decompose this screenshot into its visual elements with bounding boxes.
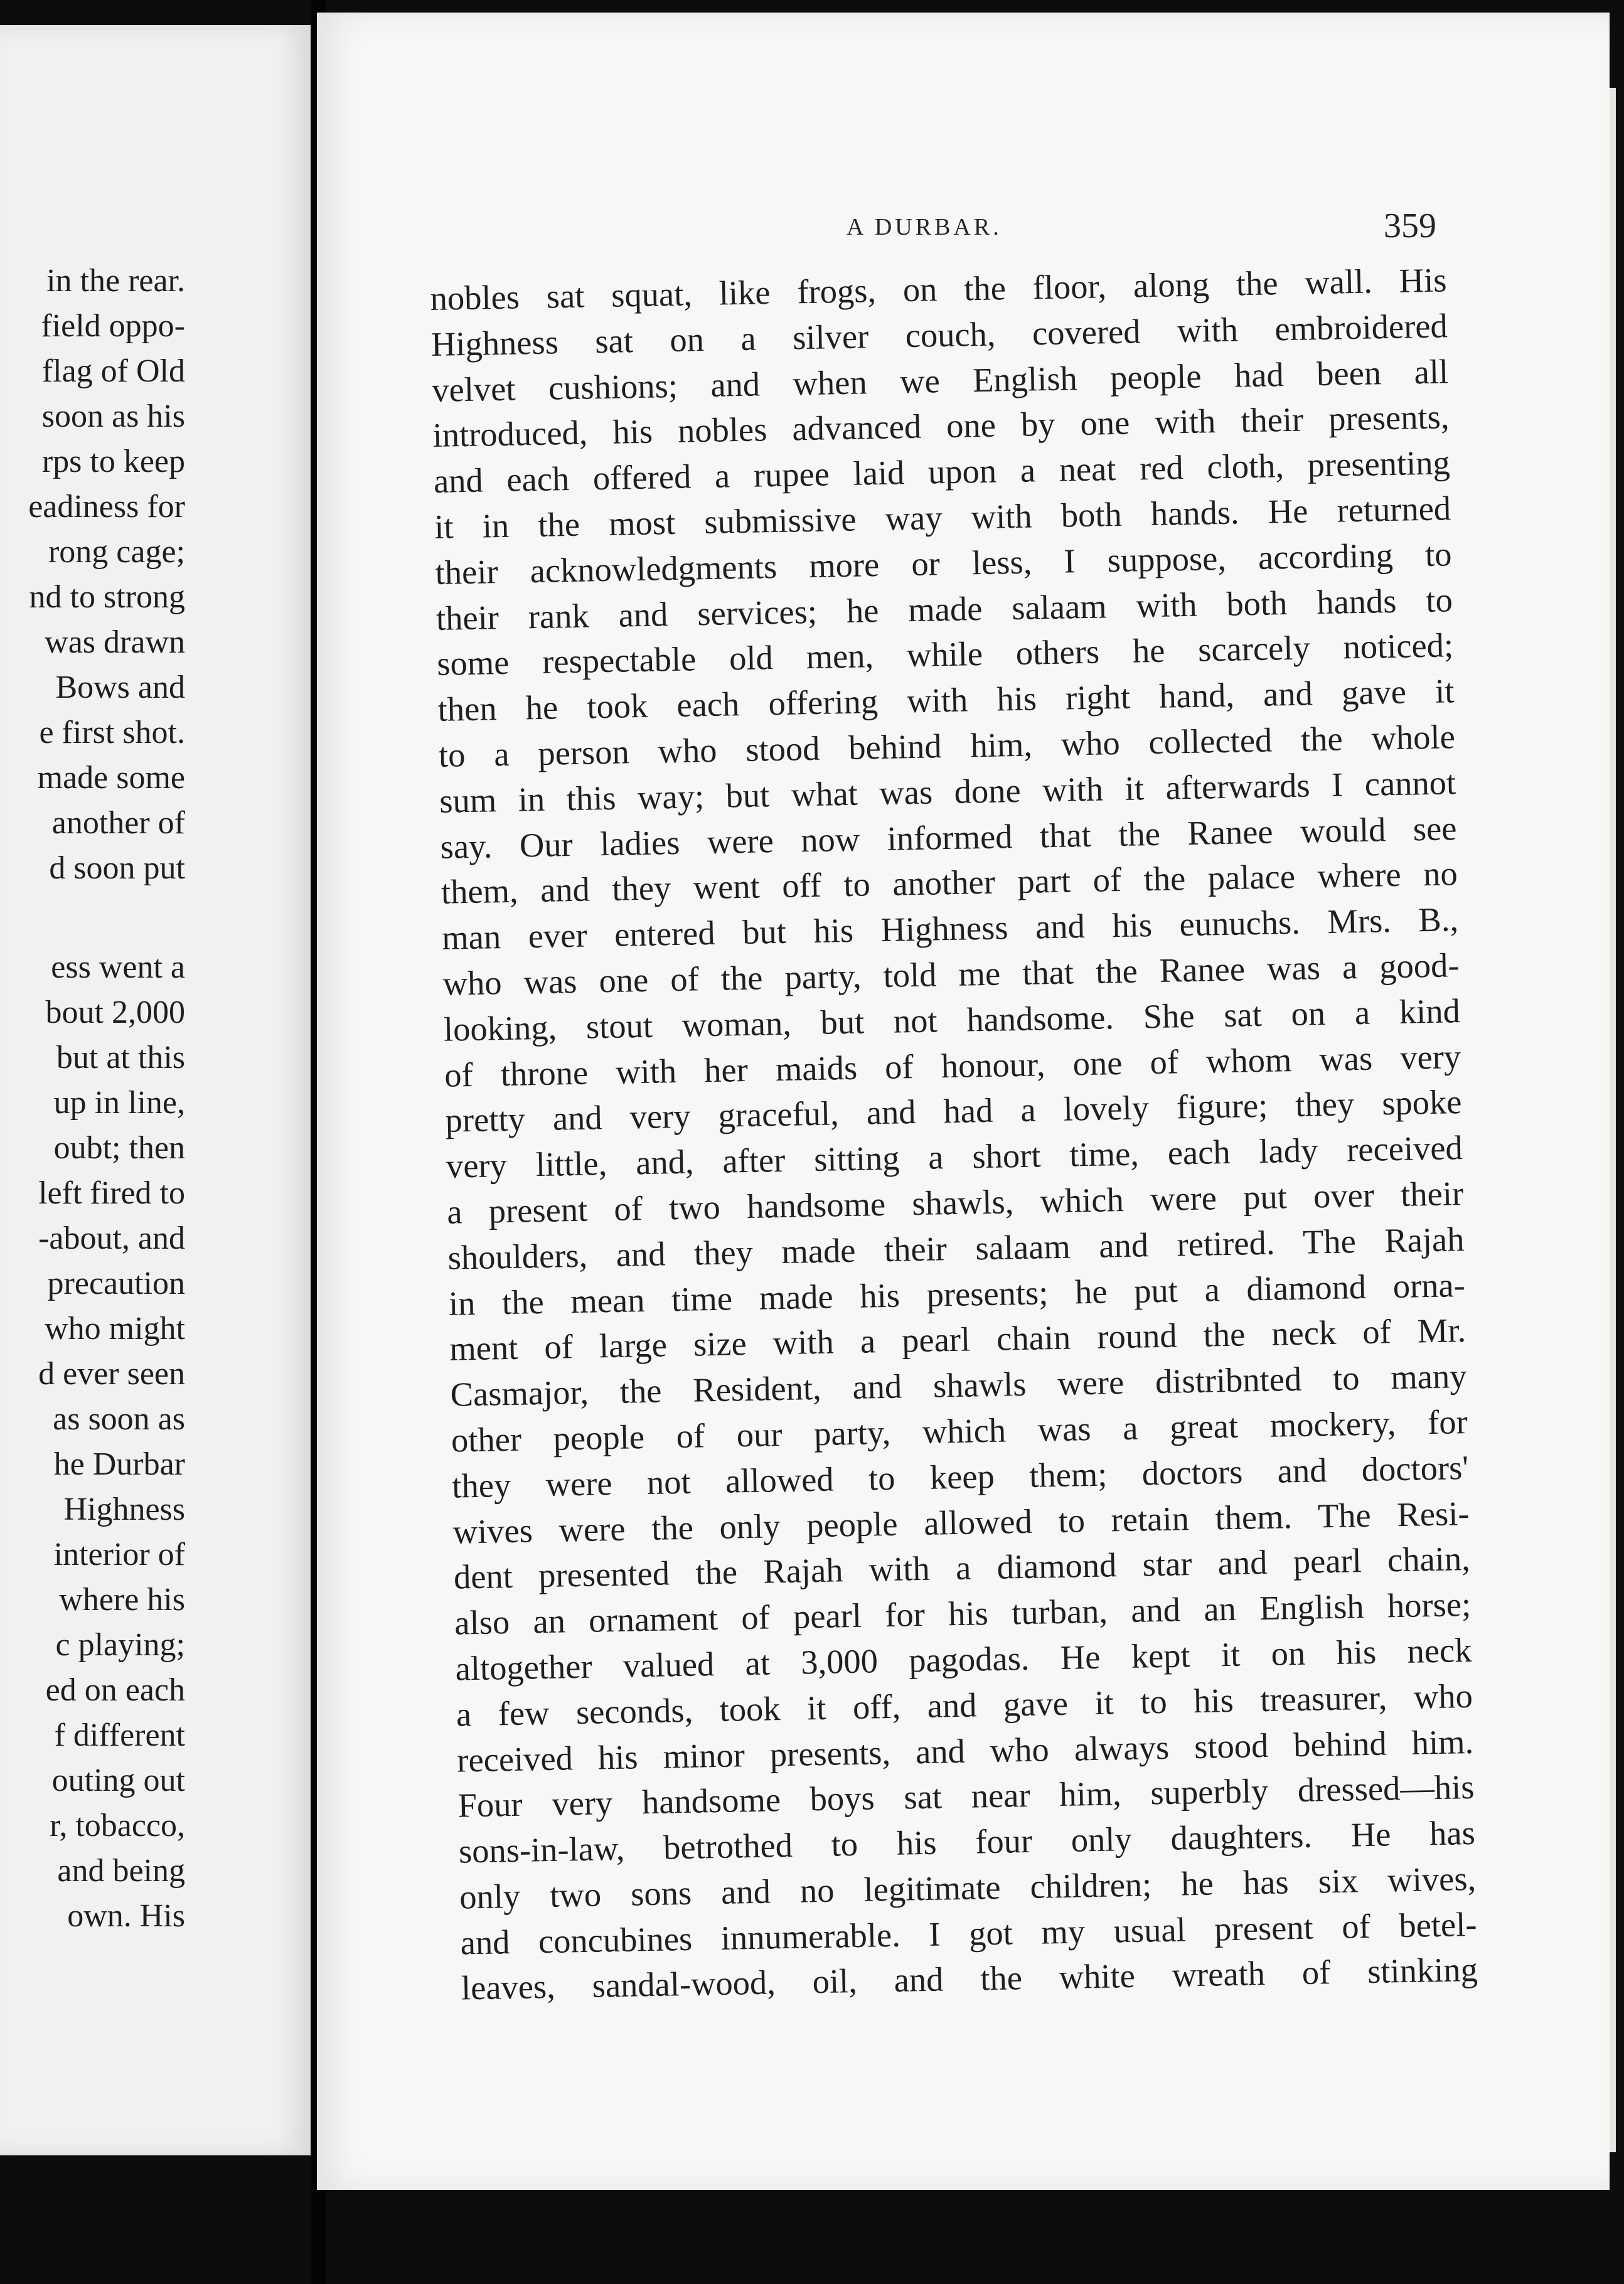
left-line: in the rear. xyxy=(46,263,185,299)
text-line: a few seconds, took it off, and gave it to his treasurer, who xyxy=(456,1676,1473,1734)
left-line: oubt; then xyxy=(53,1130,185,1166)
left-line: outing out xyxy=(51,1763,185,1798)
left-line: rong cage; xyxy=(48,534,185,570)
text-line: some respectable old men, while others he scarcely noticed; xyxy=(436,626,1454,683)
left-line: c playing; xyxy=(55,1627,185,1663)
text-line: altogether valued at 3,000 pagodas. He kept it on his neck xyxy=(455,1630,1472,1688)
text-line: looking, stout woman, but not handsome. She sat on a kind xyxy=(443,991,1461,1049)
text-line: velvet cushions; and when we English people had been all xyxy=(431,351,1449,409)
text-line: wives were the only people allowed to retain them. The Resi- xyxy=(452,1493,1470,1551)
left-line: own. His xyxy=(67,1898,185,1934)
left-line: rps to keep xyxy=(41,444,185,479)
text-line: introduced, his nobles advanced one by one with their presents, xyxy=(432,397,1450,455)
text-line: of throne with her maids of honour, one of whom was very xyxy=(444,1037,1461,1094)
left-line: and being xyxy=(57,1853,185,1889)
left-line: Highness xyxy=(63,1492,185,1527)
page-number: 359 xyxy=(1384,206,1436,245)
text-line: sons-in-law, betrothed to his four only daughters. He has xyxy=(458,1813,1476,1870)
left-line: was drawn xyxy=(45,624,185,660)
left-line: as soon as xyxy=(53,1401,185,1437)
text-line: Four very handsome boys sat near him, superbly dressed—his xyxy=(457,1768,1475,1825)
text-line: dent presented the Rajah with a diamond star and pearl chain, xyxy=(453,1539,1471,1596)
text-line: a present of two handsome shawls, which were put over their xyxy=(446,1174,1464,1231)
text-line: and concubines innumerable. I got my usual present of betel- xyxy=(460,1904,1477,1962)
text-line: nobles sat squat, like frogs, on the floor, along the wall. His xyxy=(430,260,1447,318)
left-line: another of xyxy=(51,805,185,841)
text-line: them, and they went off to another part of the palace where no xyxy=(441,854,1458,912)
left-line: left fired to xyxy=(38,1175,185,1211)
text-line: very little, and, after sitting a short time, each lady received xyxy=(446,1128,1463,1185)
left-line: he Durbar xyxy=(53,1446,185,1482)
text-line: ment of large size with a pearl chain round the neck of Mr. xyxy=(449,1311,1466,1369)
text-line: Casmajor, the Resident, and shawls were distribnted to many xyxy=(450,1357,1467,1414)
text-line: received his minor presents, and who always stood behind him. xyxy=(456,1722,1474,1780)
running-head: A DURBAR. xyxy=(847,214,1002,240)
text-line: pretty and very graceful, and had a lovely figure; they spoke xyxy=(445,1082,1462,1140)
text-line: say. Our ladies were now informed that the Ranee would see xyxy=(440,808,1457,866)
left-line: e first shot. xyxy=(39,715,185,750)
text-line: they were not allowed to keep them; doctors and doctors' xyxy=(451,1448,1469,1505)
left-line: f different xyxy=(54,1717,185,1753)
left-line: soon as his xyxy=(41,398,185,434)
left-line: made some xyxy=(37,760,185,796)
page-header xyxy=(317,201,1610,251)
left-line: r, tobacco, xyxy=(50,1808,185,1844)
text-line: in the mean time made his presents; he put a diamond orna- xyxy=(448,1265,1466,1323)
text-line: other people of our party, which was a great mockery, for xyxy=(451,1402,1468,1460)
text-line: their acknowledgments more or less, I suppose, according to xyxy=(435,535,1452,592)
text-line: their rank and services; he made salaam with both hands to xyxy=(435,580,1453,638)
left-line: nd to strong xyxy=(29,579,185,615)
left-line: interior of xyxy=(53,1537,185,1572)
left-line: ess went a xyxy=(51,949,185,985)
page-body-text xyxy=(430,257,1478,2012)
left-line: d ever seen xyxy=(38,1356,185,1392)
text-line: Highness sat on a silver couch, covered with embroidered xyxy=(430,306,1448,363)
text-line: shoulders, and they made their salaam and retired. The Rajah xyxy=(447,1219,1465,1277)
left-line: flag of Old xyxy=(41,353,185,389)
left-line: where his xyxy=(59,1582,185,1618)
left-line: bout 2,000 xyxy=(45,995,185,1030)
left-line: precaution xyxy=(47,1266,185,1301)
text-line: who was one of the party, told me that the Ranee was a good- xyxy=(442,946,1460,1003)
left-line: ed on each xyxy=(45,1672,185,1708)
text-line: to a person who stood behind him, who collected the whole xyxy=(438,717,1456,774)
text-line: man ever entered but his Highness and his eunuchs. Mrs. B., xyxy=(441,900,1459,957)
text-line: then he took each offering with his right hand, and gave it xyxy=(437,671,1455,729)
left-line: but at this xyxy=(56,1040,185,1075)
left-line: d soon put xyxy=(49,850,185,886)
left-line: field oppo- xyxy=(41,308,185,344)
left-line: Bows and xyxy=(55,670,185,705)
left-line: up in line, xyxy=(53,1085,185,1121)
left-line: who might xyxy=(45,1311,185,1347)
right-page xyxy=(317,13,1610,2190)
text-line: and each offered a rupee laid upon a neat red cloth, presenting xyxy=(433,443,1451,501)
text-line: sum in this way; but what was done with it afterwards I cannot xyxy=(439,762,1456,820)
left-line: eadiness for xyxy=(28,489,185,525)
text-line: it in the most submissive way with both hands. He returned xyxy=(434,489,1451,546)
left-facing-page xyxy=(0,25,311,2155)
left-line: -about, and xyxy=(38,1220,185,1256)
text-line: only two sons and no legitimate children; he has six wives, xyxy=(459,1859,1477,1916)
text-line: also an ornament of pearl for his turban, and an English horse; xyxy=(454,1585,1472,1642)
text-line: leaves, sandal-wood, oil, and the white wreath of stinking xyxy=(461,1950,1478,2008)
